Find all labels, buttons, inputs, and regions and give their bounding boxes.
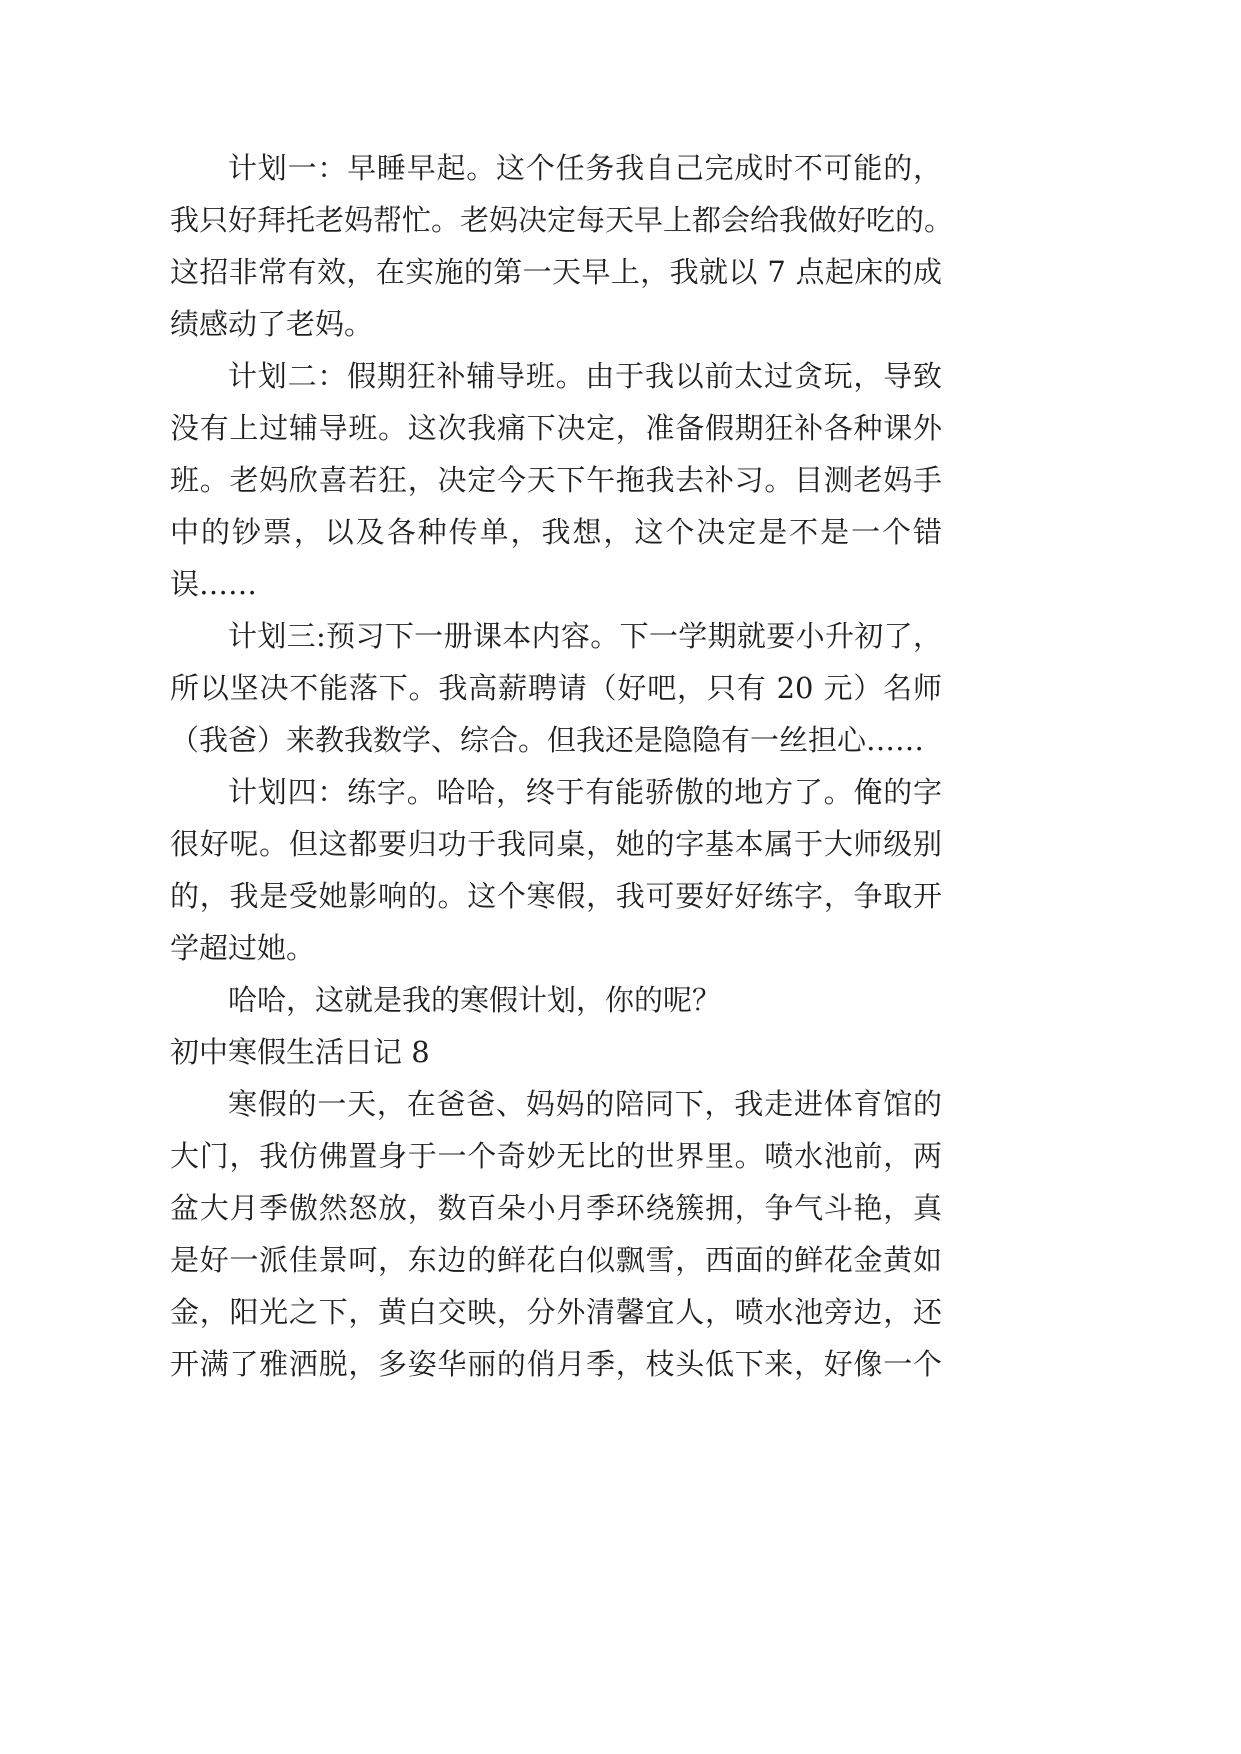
text-line: 大门，我仿佛置身于一个奇妙无比的世界里。喷水池前，两: [170, 1139, 942, 1173]
text-line: 计划三:预习下一册课本内容。下一学期就要小升初了，: [228, 619, 942, 653]
paragraph-diary: [170, 1078, 942, 1390]
text-line: 盆大月季傲然怒放，数百朵小月季环绕簇拥，争气斗艳，真: [170, 1191, 942, 1225]
text-line: 学超过她。: [170, 931, 316, 965]
text-line: 中的钞票，以及各种传单，我想，这个决定是不是一个错: [170, 515, 942, 549]
text-line: 寒假的一天，在爸爸、妈妈的陪同下，我走进体育馆的: [228, 1087, 942, 1121]
text-line: 我只好拜托老妈帮忙。老妈决定每天早上都会给我做好吃的。: [170, 203, 954, 237]
paragraph-plan-three: [170, 610, 942, 766]
text-line: （我爸）来教我数学、综合。但我还是隐隐有一丝担心……: [170, 723, 925, 757]
text-line: 很好呢。但这都要归功于我同桌，她的字基本属于大师级别: [170, 827, 942, 861]
paragraph-plan-one: [170, 142, 954, 350]
text-line: 计划一：早睡早起。这个任务我自己完成时不可能的，: [228, 151, 942, 185]
text-line: 误……: [170, 567, 258, 601]
text-line: 金，阳光之下，黄白交映，分外清馨宜人，喷水池旁边，还: [170, 1295, 942, 1329]
text-line: 开满了雅洒脱，多姿华丽的俏月季，枝头低下来，好像一个: [170, 1347, 942, 1381]
text-line: 的，我是受她影响的。这个寒假，我可要好好练字，争取开: [170, 879, 942, 913]
section-title: 初中寒假生活日记 8: [170, 1035, 430, 1069]
text-line: 哈哈，这就是我的寒假计划，你的呢？: [228, 983, 722, 1017]
paragraph-plan-two: [170, 350, 942, 610]
paragraph-closing: [170, 974, 942, 1026]
document-body: [170, 142, 954, 1390]
text-line: 绩感动了老妈。: [170, 307, 374, 341]
text-line: 计划二：假期狂补辅导班。由于我以前太过贪玩，导致: [228, 359, 942, 393]
text-line: 计划四：练字。哈哈，终于有能骄傲的地方了。俺的字: [228, 775, 942, 809]
text-line: 没有上过辅导班。这次我痛下决定，准备假期狂补各种课外: [170, 411, 942, 445]
text-line: 是好一派佳景呵，东边的鲜花白似飘雪，西面的鲜花金黄如: [170, 1243, 942, 1277]
paragraph-plan-four: [170, 766, 942, 974]
text-line: 这招非常有效，在实施的第一天早上，我就以 7 点起床的成: [170, 255, 942, 289]
text-line: 所以坚决不能落下。我高薪聘请（好吧，只有 20 元）名师: [170, 671, 942, 705]
text-line: 班。老妈欣喜若狂，决定今天下午拖我去补习。目测老妈手: [170, 463, 942, 497]
